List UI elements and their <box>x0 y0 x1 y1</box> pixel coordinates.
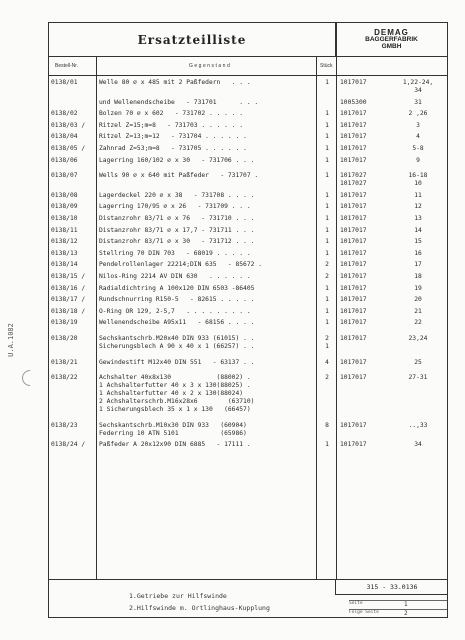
description-cell: Zahnrad Z=53;m=8 - 731705 . . . . . . <box>99 145 247 152</box>
quantity-cell: 1 <box>325 145 329 152</box>
quantity-cell: 1 <box>325 121 329 129</box>
reference-cell: 1017017 <box>340 307 367 315</box>
position-cell: 3 <box>416 121 420 129</box>
footer-note-2: 2.Hilfswinde m. Ortlinghaus-Kupplung <box>129 604 270 612</box>
order-number-cell: 0138/16 / <box>51 284 86 292</box>
reference-cell: 1017017 <box>340 296 367 304</box>
description-cell: Lagerring 170/95 ∅ x 26 - 731709 . . . <box>99 203 251 211</box>
position-cell: 16-18 10 <box>408 172 428 188</box>
order-number-cell: 0138/11 <box>51 226 78 234</box>
quantity-cell: 1 <box>325 133 329 141</box>
order-number-cell: 0138/24 / <box>51 441 86 449</box>
table-row <box>49 285 447 293</box>
table-row <box>49 203 447 211</box>
order-number-cell: 0138/21 <box>51 358 78 366</box>
description-cell: Gewindestift M12x40 DIN 551 - 63137 . . <box>99 358 255 366</box>
reference-cell: 1017017 <box>340 156 367 164</box>
quantity-cell: 1 <box>325 215 329 222</box>
reference-cell: 1017017 <box>340 261 367 269</box>
reference-cell: 1017017 <box>340 421 367 429</box>
position-cell: 14 <box>414 226 422 234</box>
order-number-cell: 0138/22 <box>51 374 78 382</box>
quantity-cell: 1 <box>325 296 329 304</box>
description-cell: Achshalter 40x8x130 (88002) . 1 Achshalterfutter 40 x 3 x 130(88025) . 1 Achshalterfutter 40 x 2 x 130(88024) 2 Achshalterschrb.M16x28x6 (63710) 1 Sicherungsblech 35 x 1 x 130 (66457) <box>99 374 255 414</box>
quantity-cell: 1 <box>325 238 329 246</box>
order-number-cell: 0138/14 <box>51 261 78 269</box>
quantity-cell: 1 <box>325 110 329 118</box>
table-row <box>49 441 447 449</box>
logo-brand: DEMAG <box>374 28 409 37</box>
reference-cell: 1017017 <box>340 335 367 342</box>
table-row <box>49 422 447 438</box>
table-row <box>49 335 447 351</box>
quantity-cell: 2 <box>325 261 329 269</box>
quantity-cell: 2 <box>325 273 329 280</box>
order-number-cell: 0138/17 / <box>51 296 86 304</box>
reference-cell: 1017017 <box>340 249 367 257</box>
description-cell: Sechskantschrb.M20x40 DIN 933 (61015) . . Sicherungsblech A 90 x 40 x 1 (66257) . . <box>99 335 255 350</box>
table-row <box>49 79 447 95</box>
order-number-cell: 0138/05 / <box>51 145 86 152</box>
position-cell: 18 <box>414 273 422 280</box>
reference-cell: 1017017 <box>340 374 367 382</box>
page-label: Seite <box>349 601 363 606</box>
column-header-description: Gegenstand <box>189 63 232 69</box>
table-row <box>49 374 447 414</box>
document-number: 315 - 33.0136 <box>335 579 448 595</box>
position-cell: 23,24 <box>408 335 428 342</box>
table-row <box>49 172 447 188</box>
position-cell: 31 <box>414 98 422 106</box>
table-row <box>49 227 447 235</box>
reference-cell: 1017017 <box>340 110 367 118</box>
reference-cell: 1017017 <box>340 319 367 327</box>
position-cell: 17 <box>414 261 422 269</box>
quantity-cell: 4 <box>325 358 329 366</box>
quantity-cell: 1 <box>325 172 329 180</box>
punch-hole-mark <box>22 370 30 386</box>
quantity-cell: 2 <box>325 374 329 382</box>
reference-cell: 1017017 <box>340 203 367 211</box>
position-cell: 20 <box>414 296 422 304</box>
description-cell: Paßfeder A 20x12x90 DIN 6885 - 17111 . <box>99 441 251 449</box>
table-row <box>49 133 447 141</box>
next-page-field <box>349 609 447 618</box>
table-row <box>49 250 447 258</box>
order-number-cell: 0138/12 <box>51 238 78 246</box>
position-cell: 11 <box>414 191 422 199</box>
next-page-value: 2 <box>404 610 408 617</box>
reference-cell: 1017017 <box>340 238 367 246</box>
position-cell: 2 ,26 <box>408 110 428 118</box>
order-number-cell: 0138/18 / <box>51 307 86 315</box>
table-row <box>49 273 447 281</box>
table-row <box>49 296 447 304</box>
sheet-footer <box>49 579 447 620</box>
reference-cell: 1017017 <box>340 191 367 199</box>
reference-cell: 1017017 <box>340 145 367 152</box>
order-number-cell: 0138/06 <box>51 156 78 164</box>
table-row <box>49 145 447 153</box>
position-cell: 25 <box>414 358 422 366</box>
sheet-header <box>49 23 447 76</box>
reference-cell: 1005300 <box>340 98 367 106</box>
description-cell: Wells 90 ∅ x 640 mit Paßfeder - 731707 . <box>99 172 259 180</box>
quantity-cell: 1 <box>325 307 329 315</box>
order-number-cell: 0138/07 <box>51 172 78 180</box>
position-cell: 12 <box>414 203 422 211</box>
table-row <box>49 99 447 107</box>
description-cell: und Wellenendscheibe - 731701 . . . <box>99 98 259 106</box>
table-row <box>49 308 447 316</box>
position-cell: 1,22-24, 34 <box>402 79 434 94</box>
table-row <box>49 319 447 327</box>
description-cell: Radialdichtring A 100x120 DIN 6503 -86405 <box>99 284 255 292</box>
reference-cell: 1017017 <box>340 358 367 366</box>
reference-cell: 1017017 <box>340 215 367 222</box>
description-cell: Welle 80 ∅ x 485 mit 2 Paßfedern . . . <box>99 79 251 86</box>
table-row <box>49 261 447 269</box>
reference-cell: 1017017 <box>340 79 367 86</box>
position-cell: 16 <box>414 249 422 257</box>
position-cell: 27-31 <box>408 374 428 382</box>
position-cell: 15 <box>414 238 422 246</box>
logo-subtitle-2: GMBH <box>381 43 402 50</box>
order-number-cell: 0138/03 / <box>51 121 86 129</box>
description-cell: Ritzel Z=13;m=12 - 731704 . . . . . . <box>99 133 247 141</box>
position-cell: 21 <box>414 307 422 315</box>
reference-cell: 1017017 <box>340 273 367 280</box>
position-cell: 19 <box>414 284 422 292</box>
order-number-cell: 0138/08 <box>51 191 78 199</box>
description-cell: Distanzrohr 83/71 ∅ x 30 - 731712 . . . <box>99 238 255 246</box>
order-number-cell: 0138/04 <box>51 133 78 141</box>
reference-cell: 1017017 <box>340 226 367 234</box>
reference-cell: 1017017 <box>340 441 367 449</box>
quantity-cell: 8 <box>325 421 329 429</box>
position-cell: 4 <box>416 133 420 141</box>
description-cell: Lagerring 160/102 ∅ x 30 - 731706 . . . <box>99 156 255 164</box>
description-cell: Pendelrollenlager 22214;DIN 635 - 85672 . <box>99 261 263 269</box>
table-row <box>49 157 447 165</box>
position-cell: 34 <box>414 441 422 449</box>
description-cell: Nilos-Ring 2214 AV DIN 630 . . . . . . <box>99 273 251 280</box>
description-cell: Ritzel Z=15;m=8 - 731703 . . . . . . <box>99 121 244 129</box>
description-cell: Rundschnurring R150-5 - 82615 . . . . . <box>99 296 255 304</box>
order-number-cell: 0138/01 <box>51 79 78 86</box>
position-cell: 5-8 <box>412 145 424 152</box>
description-cell: Distanzrohr 83/71 ∅ x 17,7 - 731711 . . . <box>99 226 255 234</box>
table-row <box>49 192 447 200</box>
quantity-cell: 1 <box>325 203 329 211</box>
order-number-cell: 0138/20 <box>51 335 78 342</box>
reference-cell: 1017017 <box>340 284 367 292</box>
quantity-cell: 1 <box>325 226 329 234</box>
footer-note-1: 1.Getriebe zur Hilfswinde <box>129 592 227 600</box>
description-cell: Distanzrohr 83/71 ∅ x 76 - 731710 . . . <box>99 215 255 222</box>
position-cell: 13 <box>414 215 422 222</box>
description-cell: Sechskantschrb.M10x30 DIN 933 (60904) Federring 10 ATN 5101 (65986) <box>99 421 247 437</box>
order-number-cell: 0138/19 <box>51 319 78 327</box>
page-value: 1 <box>404 601 408 608</box>
quantity-cell: 1 <box>325 191 329 199</box>
footer-notes <box>129 590 270 614</box>
table-row <box>49 110 447 118</box>
position-cell: ..,33 <box>408 421 428 429</box>
next-page-label: Folge Seite <box>349 610 379 615</box>
table-row <box>49 122 447 130</box>
position-cell: 9 <box>416 156 420 164</box>
quantity-cell: 1 <box>325 441 329 449</box>
company-logo <box>336 23 447 56</box>
parts-list-sheet <box>48 22 448 618</box>
order-number-cell: 0138/09 <box>51 203 78 211</box>
description-cell: O-Ring OR 129, 2-5,7 . . . . . . . . . <box>99 307 251 315</box>
order-number-cell: 0138/23 <box>51 421 78 429</box>
reference-cell: 1017017 <box>340 121 367 129</box>
order-number-cell: 0138/13 <box>51 249 78 257</box>
order-number-cell: 0138/02 <box>51 110 78 118</box>
table-row <box>49 238 447 246</box>
column-header-quantity: Stück <box>320 63 333 69</box>
quantity-cell: 1 <box>325 284 329 292</box>
order-number-cell: 0138/15 / <box>51 273 86 280</box>
order-number-cell: 0138/10 <box>51 215 78 222</box>
description-cell: Stellring 70 DIN 703 - 68019 . . . . . <box>99 249 251 257</box>
column-header-row <box>49 56 447 76</box>
reference-cell: 1017017 <box>340 133 367 141</box>
quantity-cell: 1 <box>325 156 329 164</box>
description-cell: Lagerdeckel 220 ∅ x 38 - 731708 . . . . <box>99 191 255 199</box>
quantity-cell: 1 <box>325 79 329 86</box>
table-row <box>49 215 447 223</box>
reference-cell: 1017027 1017027 <box>340 172 367 188</box>
description-cell: Bolzen 70 ∅ x 602 - 731702 . . . . . <box>99 110 244 118</box>
quantity-cell: 1 <box>325 249 329 257</box>
logo-subtitle-1: BAGGERFABRIK <box>365 36 418 43</box>
description-cell: Wellenendscheibe A95x11 - 68156 . . . . <box>99 319 255 327</box>
position-cell: 22 <box>414 319 422 327</box>
page-title: Ersatzteilliste <box>49 23 336 56</box>
table-row <box>49 359 447 367</box>
column-header-order-number: Bestell-Nr. <box>55 63 79 69</box>
page-field <box>349 600 447 609</box>
quantity-cell: 2 1 <box>325 335 329 350</box>
quantity-cell: 1 <box>325 319 329 327</box>
margin-note: U.A.1082 <box>7 323 15 357</box>
